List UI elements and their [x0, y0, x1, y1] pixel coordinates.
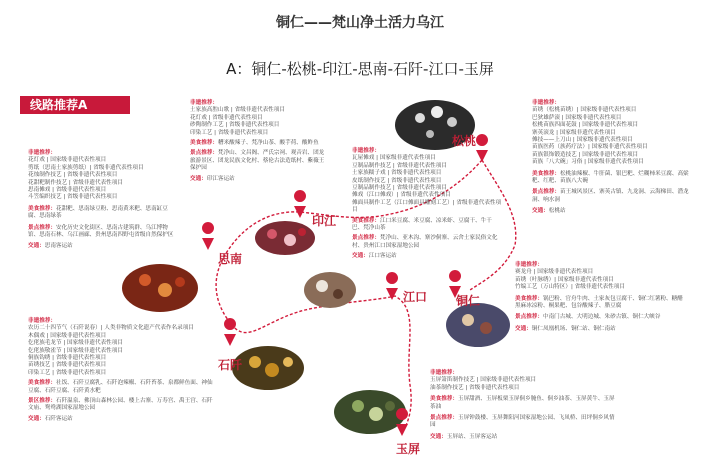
- photo-yuping: [334, 390, 406, 434]
- route-tag: 线路推荐A: [20, 96, 130, 114]
- scenic-label: 景点推荐：: [352, 235, 380, 242]
- heritage-item: 苗族「八大碗」习俗 | 国家级非遗代表性项目: [532, 159, 644, 166]
- heritage-label: 非遗推荐：: [532, 100, 560, 106]
- food-label: 美食推荐：: [28, 205, 56, 212]
- scenic-label: 景点推荐：: [515, 314, 543, 321]
- photo-shiqian: [232, 346, 304, 390]
- food-label: 美食推荐：: [28, 380, 56, 387]
- scenic-text: 中南门古城、大明边城、朱砂古镇、铜仁大峡谷: [542, 314, 661, 321]
- heritage-item: 花灯戏 | 省级非遗代表性项目: [190, 114, 263, 121]
- transport-text: 石阡客运站: [44, 415, 73, 422]
- transport-text: 铜仁凤凰机场、铜仁站、铜仁南站: [531, 325, 616, 332]
- transport-label: 交通：: [190, 175, 207, 182]
- transport-label: 交通：: [532, 208, 549, 215]
- photo-yinjiang: [255, 221, 315, 255]
- route-subtitle: A：铜仁-松桃-印江-思南-石阡-江口-玉屏: [226, 60, 494, 78]
- heritage-item: 花甜粑制作技艺 | 省级非遗代表性项目: [28, 179, 123, 186]
- food-label: 美食推荐：: [515, 295, 543, 302]
- heritage-item: 斗笠编织技艺 | 省级非遗代表性项目: [28, 194, 118, 201]
- heritage-item: 土家族高腔山歌 | 省级非遗代表性项目: [190, 107, 285, 114]
- city-label-yuping: 玉屏: [396, 442, 421, 456]
- city-label-yinjiang: 印江: [312, 214, 337, 228]
- city-label-jiangkou: 江口: [403, 290, 428, 304]
- info-block-jiangkou: [352, 148, 502, 261]
- heritage-item: 思南傩戏 | 省级非遗代表性项目: [28, 187, 107, 194]
- heritage-label: 非遗推荐：: [190, 100, 218, 106]
- heritage-item: 苗绣技艺 | 省级非遗代表性项目: [28, 362, 107, 369]
- city-label-sinan: 思南: [218, 252, 243, 266]
- scenic-text: 玉屏钟鼓楼、玉屏舞阳河国家湿地公园、飞凤桥、田坪侗乡风情园: [430, 415, 615, 429]
- page-title: 铜仁——梵山净土活力乌江: [276, 15, 444, 31]
- transport-text: 玉屏站、玉屏客运站: [446, 433, 498, 440]
- heritage-label: 非遗推荐：: [28, 318, 56, 324]
- city-label-shiqian: 石阡: [218, 358, 243, 372]
- heritage-item: 皮纸制作技艺 | 省级非遗代表性项目: [352, 177, 442, 184]
- heritage-item: 农历二十四节气（石阡说春）| 人类非物质文化遗产代表作名录项目: [28, 325, 194, 332]
- food-text: 锅巴粉、官舟牛肉、土家灰包豆腐干、铜仁红薯粉、糖醋黑麻冰凉粉、桐果粑、包谷酸辣子、腊豆腐: [515, 295, 683, 310]
- photo-jiangkou: [304, 272, 356, 308]
- heritage-item: 寨英滚龙 | 国家级非遗代表性项目: [532, 129, 616, 136]
- transport-text: 江口客运站: [368, 253, 397, 260]
- info-block-shiqian: [28, 318, 218, 423]
- heritage-item: 豆制品制作技艺 | 省级非遗代表性项目: [352, 162, 447, 169]
- scenic-text: 梵净山、文昌阁、严氏宗祠、观音岩、团龙旅游景区、团龙民族文化村、蔡伦古法造纸村、紫薇王保护园: [190, 150, 325, 172]
- heritage-item: 傩戏（江口傩戏）| 省级非遗代表性项目: [352, 192, 451, 199]
- heritage-item: 苗绣（松桃苗绣）| 国家级非遗代表性项目: [532, 107, 637, 114]
- city-label-tongren: 铜仁: [456, 294, 481, 308]
- transport-label: 交通：: [28, 415, 45, 422]
- city-label-songtao: 松桃: [452, 134, 477, 148]
- scenic-label: 景区推荐：: [28, 398, 56, 405]
- pin-yinjiang: [294, 190, 306, 218]
- pin-sinan: [202, 222, 214, 250]
- heritage-item: 剪纸（思南土家族剪纸）| 省级非遗代表性项目: [28, 164, 144, 171]
- heritage-item: 竹编工艺（万山特区）| 省级非遗代表性项目: [515, 284, 625, 291]
- scenic-label: 景点推荐：: [190, 150, 218, 157]
- food-label: 美食推荐：: [352, 217, 380, 224]
- photo-tongren: [446, 303, 510, 347]
- transport-text: 印江客运站: [206, 175, 235, 182]
- info-block-yuping: [430, 370, 615, 441]
- heritage-item: 砂陶制作工艺 | 省级非遗代表性项目: [190, 122, 280, 129]
- pin-shiqian: [224, 318, 236, 346]
- heritage-item: 印染工艺 | 省级非遗代表性项目: [28, 369, 107, 376]
- transport-label: 交通：: [352, 253, 369, 260]
- scenic-text: 石阡温泉、佛顶山森林公园、楼上古寨、万寿宫、禹王宫、石阡文庙、鸳鸯湖国家湿地公园: [28, 398, 213, 412]
- info-block-songtao: [532, 100, 697, 216]
- heritage-item: 松桃苗族四面花鼓 | 国家级非遗代表性项目: [532, 122, 639, 129]
- heritage-item: 木偶戏 | 国家级非遗代表性项目: [28, 332, 107, 339]
- transport-label: 交通：: [28, 243, 45, 250]
- heritage-item: 傩技——上刀山 | 国家级非遗代表性项目: [532, 137, 633, 144]
- heritage-item: 巴狄雄萨滚 | 国家级非遗代表性项目: [532, 114, 622, 121]
- scenic-text: 苗王城风景区、寨英古镇、九龙洞、云海梯田、潜龙洞、响水洞: [532, 189, 689, 203]
- heritage-item: 仡佬族敬雀节 | 国家级非遗代表性项目: [28, 347, 123, 354]
- food-text: 松桃油辣椒、牛肝菌、银巴粑、烂糊柿米豆腐、高粱粑、红粑、苗族八大碗: [532, 170, 689, 185]
- heritage-item: 土家族糯子戏 | 省级非遗代表性项目: [352, 170, 442, 177]
- heritage-item: 玉屏箫笛制作技艺 | 国家级非遗代表性项目: [430, 377, 537, 384]
- heritage-label: 非遗推荐：: [28, 150, 56, 156]
- scenic-label: 景点推荐：: [532, 189, 560, 196]
- food-text: 花甜粑、思南绿豆粉、思南黄米粑、思南缸豆腐、思南绿茶: [28, 205, 168, 220]
- food-text: 江口米豆腐、米豆腐、凉米虾、豆腐干、牛干巴、梵净山茶: [352, 217, 492, 232]
- pin-jiangkou: [386, 272, 398, 300]
- scenic-text: 梵净山、亚木沟、寨沙侗寨、云舍土家民俗文化村、贵州江口国家湿地公园: [352, 235, 498, 249]
- transport-label: 交通：: [515, 325, 532, 332]
- heritage-item: 赛龙舟 | 国家级非遗代表性项目: [515, 269, 594, 276]
- heritage-item: 苗族医药（族药疗法）| 国家级非遗代表性项目: [532, 144, 648, 151]
- heritage-item: 仡佬族毛龙节 | 国家级非遗代表性项目: [28, 340, 123, 347]
- heritage-label: 非遗推荐：: [430, 370, 458, 376]
- info-block-yinjiang: [190, 100, 325, 183]
- heritage-item: 豆制品制作技艺 | 省级非遗代表性项目: [352, 185, 447, 192]
- food-label: 美食推荐：: [190, 140, 218, 147]
- food-label: 美食推荐：: [532, 170, 560, 177]
- transport-text: 思南客运站: [44, 243, 73, 250]
- transport-label: 交通：: [430, 433, 447, 440]
- info-block-tongren: [515, 262, 685, 333]
- food-text: 糟米酸辣子、梵净山茶、酸芋荷、酸鲊鱼: [217, 140, 319, 147]
- heritage-item: 瓦屋傩戏 | 国家级非遗代表性项目: [352, 155, 436, 162]
- photo-sinan: [122, 264, 198, 312]
- scenic-label: 景点推荐：: [28, 224, 56, 231]
- food-text: 社饭、石阡豆腐乳、石阡泡辣椒、石阡苔茶、泉都鲜鱼面、神仙豆腐、石阡豆腐、石阡黄水粑: [28, 380, 213, 394]
- heritage-label: 非遗推荐：: [352, 148, 380, 154]
- scenic-label: 景点推荐：: [430, 415, 458, 422]
- heritage-item: 花灯戏 | 国家级非遗代表性项目: [28, 157, 107, 164]
- heritage-item: 苗族银饰锻造技艺 | 国家级非遗代表性项目: [532, 151, 639, 158]
- food-label: 美食推荐：: [430, 396, 458, 403]
- heritage-item: 花烛制作技艺 | 省级非遗代表性项目: [28, 172, 118, 179]
- heritage-item: 傩面具制作工艺（江口傩面具雕刻工艺）| 省级非遗代表性项目: [352, 199, 502, 214]
- heritage-item: 苗绣（叶脉绣）| 国家级非遗代表性项目: [515, 276, 614, 283]
- heritage-item: 侗族钩绣 | 省级非遗代表性项目: [28, 355, 107, 362]
- heritage-label: 非遗推荐：: [515, 262, 543, 268]
- heritage-item: 印染工艺 | 省级非遗代表性项目: [190, 129, 269, 136]
- info-block-sinan: [28, 150, 176, 251]
- scenic-text: 安化历史文化街区、思南古建筑群、乌江博物馆、思南石林、乌江画廊、贵州思南四野屯省级自然保护区: [28, 224, 174, 239]
- transport-text: 松桃站: [548, 208, 566, 215]
- food-text: 玉屏甜酒、玉屏板栗玉屏侗乡腌鱼、侗乡油茶、玉屏黄牛、玉屏茶油: [430, 396, 615, 410]
- heritage-item: 油茶制作技艺 | 省级非遗代表性项目: [430, 384, 520, 391]
